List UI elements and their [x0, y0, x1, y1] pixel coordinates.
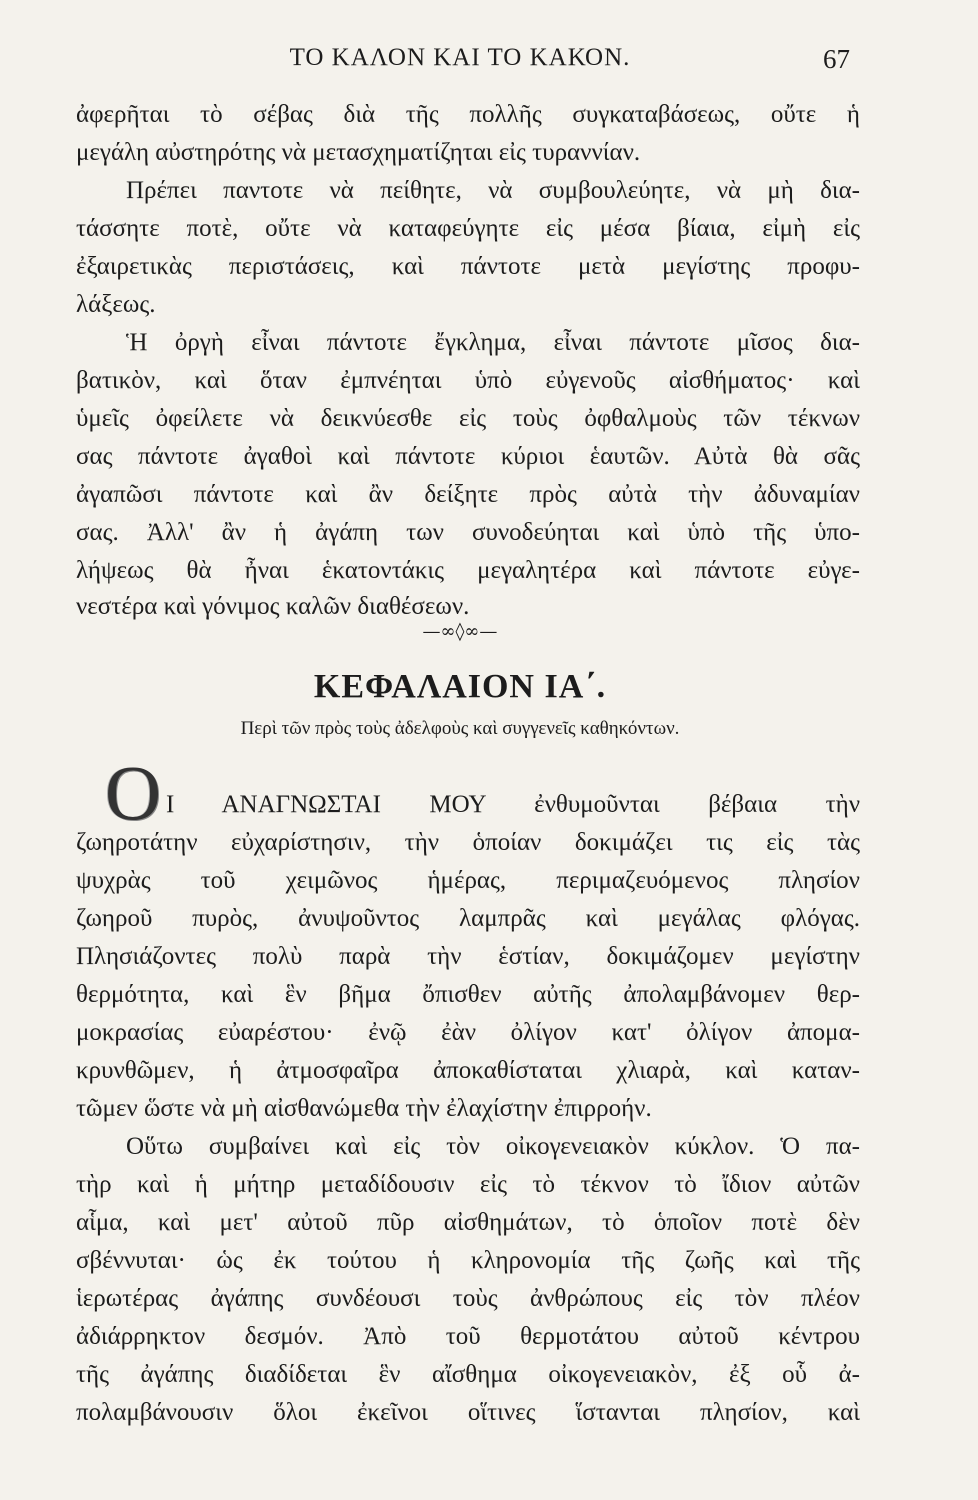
text-line: ἀγαπῶσι πάντοτε καὶ ἂν δείξητε πρὸς αὐτὰ τὴν ἀδυναμίαν	[76, 481, 860, 508]
text-line: Ι ΑΝΑΓΝΩΣΤΑΙ ΜΟΥ ἐνθυμοῦνται βέβαια τὴν	[166, 791, 860, 818]
section-ornament: —∞◊∞—	[422, 621, 498, 642]
text-line: λήψεως θὰ ἦναι ἑκατοντάκις μεγαλητέρα καὶ πάντοτε εὐγε-	[76, 557, 860, 584]
text-line: ἱερωτέρας ἀγάπης συνδέουσι τοὺς ἀνθρώπους εἰς τὸν πλέον	[76, 1285, 860, 1312]
text-line: Πλησιάζοντες πολὺ παρὰ τὴν ἑστίαν, δοκιμάζομεν μεγίστην	[76, 943, 860, 970]
text-line: θερμότητα, καὶ ἓν βῆμα ὄπισθεν αὐτῆς ἀπολαμβάνομεν θερ-	[76, 981, 860, 1008]
text-line: τῶμεν ὥστε νὰ μὴ αἰσθανώμεθα τὴν ἐλαχίστην ἐπιρροήν.	[76, 1095, 652, 1122]
text-line: σβέννυται· ὡς ἐκ τούτου ἡ κληρονομία τῆς ζωῆς καὶ τῆς	[76, 1247, 860, 1274]
text-line: Πρέπει παντοτε νὰ πείθητε, νὰ συμβουλεύητε, νὰ μὴ δια-	[126, 177, 860, 204]
drop-cap: Ο	[104, 749, 162, 836]
text-line: αἷμα, καὶ μετ' αὐτοῦ πῦρ αἰσθημάτων, τὸ ὁποῖον ποτὲ δὲν	[76, 1209, 860, 1236]
text-line: ψυχρὰς τοῦ χειμῶνος ἡμέρας, περιμαζευόμενος πλησίον	[76, 867, 860, 894]
text-line: Οὕτω συμβαίνει καὶ εἰς τὸν οἰκογενειακὸν κύκλον. Ὁ πα-	[126, 1133, 860, 1160]
text-line: πολαμβάνουσιν ὅλοι ἐκεῖνοι οἵτινες ἵστανται πλησίον, καὶ	[76, 1399, 860, 1426]
text-line: ζωηροτάτην εὐχαρίστησιν, τὴν ὁποίαν δοκιμάζει τις εἰς τὰς	[76, 829, 860, 856]
text-line: τὴρ καὶ ἡ μήτηρ μεταδίδουσιν εἰς τὸ τέκνον τὸ ἴδιον αὐτῶν	[76, 1171, 860, 1198]
text-line: ζωηροῦ πυρὸς, ἀνυψοῦντος λαμπρᾶς καὶ μεγάλας φλόγας.	[76, 905, 860, 932]
text-line: νεστέρα καὶ γόνιμος καλῶν διαθέσεων.	[76, 593, 470, 620]
text-line: μοκρασίας εὐαρέστου· ἐνῷ ἐὰν ὀλίγον κατ' ὀλίγον ἀπομα-	[76, 1019, 860, 1046]
text-line: λάξεως.	[76, 291, 156, 318]
text-line: τῆς ἀγάπης διαδίδεται ἓν αἴσθημα οἰκογενειακὸν, ἐξ οὗ ἀ-	[76, 1361, 860, 1388]
page-number: 67	[823, 44, 850, 74]
text-line: ὑμεῖς ὀφείλετε νὰ δεικνύεσθε εἰς τοὺς ὀφθαλμοὺς τῶν τέκνων	[76, 405, 860, 432]
text-line: Ἡ ὀργὴ εἶναι πάντοτε ἔγκλημα, εἶναι πάντοτε μῖσος δια-	[126, 329, 860, 356]
text-line: σας πάντοτε ἀγαθοὶ καὶ πάντοτε κύριοι ἑαυτῶν. Αὐτὰ θὰ σᾶς	[76, 443, 860, 470]
page-header	[70, 44, 850, 84]
text-line: τάσσητε ποτὲ, οὔτε νὰ καταφεύγητε εἰς μέσα βίαια, εἰμὴ εἰς	[76, 215, 860, 242]
text-line: σας. Ἀλλ' ἂν ἡ ἀγάπη των συνοδεύηται καὶ ὑπὸ τῆς ὑπο-	[76, 519, 860, 546]
text-line: ἐξαιρετικὰς περιστάσεις, καὶ πάντοτε μετὰ μεγίστης προφυ-	[76, 253, 860, 280]
chapter-title: ΚΕΦΑΛΑΙΟΝ ΙΑ΄.	[313, 668, 607, 705]
chapter-subtitle: Περὶ τῶν πρὸς τοὺς ἀδελφοὺς καὶ συγγενεῖς καθηκόντων.	[240, 718, 680, 739]
text-line: ἀδιάρρηκτον δεσμόν. Ἀπὸ τοῦ θερμοτάτου αὐτοῦ κέντρου	[76, 1323, 860, 1350]
text-line: ἀφερῆται τὸ σέβας διὰ τῆς πολλῆς συγκαταβάσεως, οὔτε ἡ	[76, 101, 860, 128]
running-title: ΤΟ ΚΑΛΟΝ ΚΑΙ ΤΟ ΚΑΚΟΝ.	[289, 44, 631, 71]
text-line: κρυνθῶμεν, ἡ ἀτμοσφαῖρα ἀποκαθίσταται χλιαρὰ, καὶ καταν-	[76, 1057, 860, 1084]
text-line: μεγάλη αὐστηρότης νὰ μετασχηματίζηται εἰς τυραννίαν.	[76, 139, 641, 166]
text-line: βατικὸν, καὶ ὅταν ἐμπνέηται ὑπὸ εὐγενοῦς αἰσθήματος· καὶ	[76, 367, 860, 394]
